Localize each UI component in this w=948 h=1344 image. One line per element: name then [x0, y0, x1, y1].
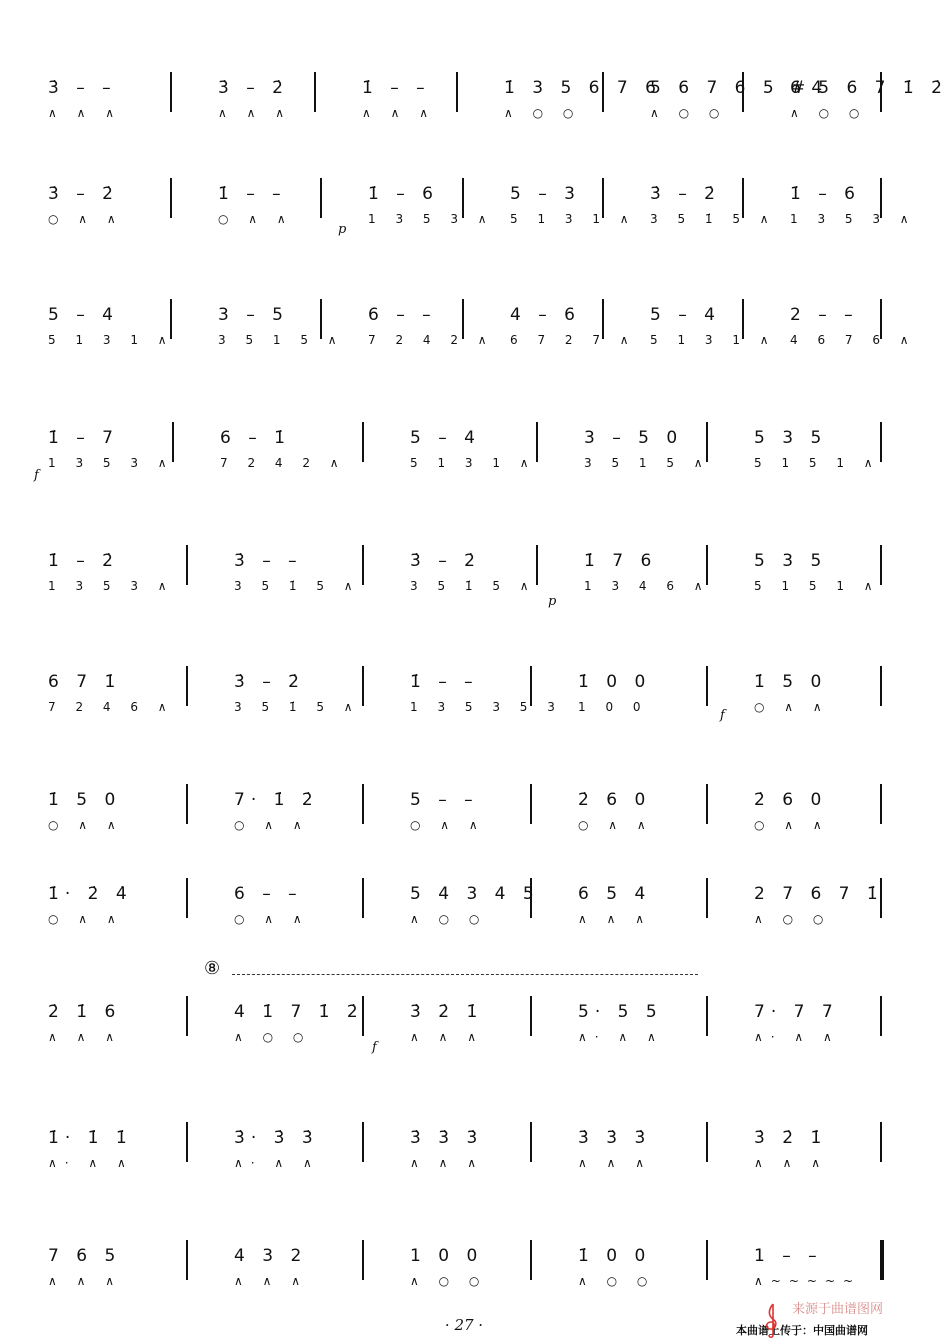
measure-upper: 7· 1̇ 2̇ — [234, 790, 319, 810]
measure-lower: ○ ∧ ∧ — [754, 700, 830, 714]
measure-upper: 5 – 4 — [48, 305, 119, 325]
measure-lower: 5 1 3 1 ∧ — [650, 333, 777, 347]
measure-lower: 1 3 5 3 ∧ — [790, 212, 917, 226]
measure-upper: 2̇ 1̇ 6 — [48, 1002, 122, 1022]
measure-lower: ∧ ○ ○ — [790, 106, 868, 120]
measure-lower: ○ ∧ ∧ — [48, 912, 124, 926]
measure-upper: 3̇ – – — [234, 551, 303, 571]
measure-lower: 3 5 1̇ 5 ∧ — [650, 212, 777, 226]
measure-lower: ∧ ∧ ∧ — [234, 1274, 308, 1288]
system-7 — [0, 790, 928, 880]
measure-upper: 3̇ 2̇ 1̇ — [754, 1128, 828, 1148]
measure-upper: 3̇ 2̇ 1̇ — [410, 1002, 484, 1022]
measure-upper: 2 7 6 7 1̇ — [754, 884, 884, 904]
measure-upper: 5 3 5 — [754, 551, 828, 571]
measure-upper: 1̇ – – — [362, 78, 431, 98]
measure-lower: 1 3 5 3 ∧ — [368, 212, 495, 226]
measure-upper: 1̇ – – — [218, 184, 287, 204]
measure-upper: 3̇ – 2̇ — [218, 78, 289, 98]
system-10 — [0, 1128, 928, 1218]
rehearsal-mark: ⑧ — [204, 958, 221, 979]
measure-upper: 1̇· 2̇ 4̇ — [48, 884, 133, 904]
measure-lower: ∧ ∧ ∧ — [48, 1274, 122, 1288]
measure-lower: ○ ∧ ∧ — [234, 912, 310, 926]
measure-upper: 5 – – — [410, 790, 479, 810]
measure-upper: 1̇ – 6 — [368, 184, 439, 204]
measure-upper: 2̇ 6 0 — [754, 790, 828, 810]
measure-lower: 7 2 4 2 ∧ — [368, 333, 495, 347]
measure-lower: ∧ ∧ ∧ — [754, 1156, 828, 1170]
measure-lower: ○ ∧ ∧ — [218, 212, 294, 226]
measure-upper: 3̇ 3̇ 3̇ — [410, 1128, 484, 1148]
measure-lower: ∧ ∧ ∧ — [410, 1030, 484, 1044]
measure-upper: 1̇ 3 5 6 7 6 — [504, 78, 662, 98]
system-5 — [0, 551, 928, 641]
measure-upper: 4 – 6 — [510, 305, 581, 325]
dynamic-mark: p — [548, 594, 557, 609]
measure-lower: ∧~~~~~ — [754, 1274, 862, 1288]
measure-lower: 3 5 1̇ 5 ∧ — [234, 700, 361, 714]
measure-lower: ∧ ∧ ∧ — [48, 106, 122, 120]
measure-upper: 7 6 5 — [48, 1246, 122, 1266]
system-3 — [0, 305, 928, 395]
measure-lower: 1 3 5 3 5 3 — [410, 700, 563, 714]
measure-lower: ∧ ∧ ∧ — [48, 1030, 122, 1044]
measure-upper: 4 3 2 — [234, 1246, 308, 1266]
measure-lower: ∧ ○ ○ — [410, 912, 488, 926]
measure-lower: 1 3 5 3 ∧ — [48, 579, 175, 593]
measure-lower: ∧ ∧ ∧ — [578, 912, 652, 926]
measure-lower: ∧ ○ ○ — [650, 106, 728, 120]
measure-upper: 3̇ – – — [48, 78, 117, 98]
measure-upper: 2̇ 6 0 — [578, 790, 652, 810]
measure-lower: ○ ∧ ∧ — [48, 818, 124, 832]
measure-upper: 6 7 1̇ — [48, 672, 122, 692]
measure-lower: 5 1 5 1 ∧ — [754, 456, 881, 470]
dynamic-mark: f — [372, 1040, 377, 1055]
measure-lower: ∧ ○ ○ — [504, 106, 582, 120]
measure-upper: 1̇ 7 6 — [584, 551, 658, 571]
dynamic-mark: p — [338, 222, 347, 237]
measure-upper: 1̇ 5 0 — [48, 790, 122, 810]
measure-lower: ○ ∧ ∧ — [754, 818, 830, 832]
measure-upper: 5 4 3 4 5 — [410, 884, 540, 904]
measure-lower: 7 2 4 6 ∧ — [48, 700, 175, 714]
measure-upper: 6 – 1̇ — [220, 428, 291, 448]
measure-lower: ∧ ○ ○ — [410, 1274, 488, 1288]
measure-upper: 4 1̇ 7 1̇ 2̇ — [234, 1002, 364, 1022]
measure-upper: 6 – – — [234, 884, 303, 904]
measure-lower: 3 5 1̇ 5 ∧ — [234, 579, 361, 593]
system-2 — [0, 184, 928, 274]
measure-upper: 1 – – — [754, 1246, 823, 1266]
measure-upper: 3̇ – 2̇ — [650, 184, 721, 204]
measure-upper: 1̇ – – — [410, 672, 479, 692]
measure-upper: 5 6 7 6 5 #4 — [650, 78, 829, 98]
dynamic-mark: f — [720, 708, 725, 723]
measure-lower: 3 5 1 5 ∧ — [584, 456, 711, 470]
measure-lower: ∧ ∧ ∧ — [218, 106, 292, 120]
measure-upper: 5 – 4 — [410, 428, 481, 448]
measure-upper: 5 – 4 — [650, 305, 721, 325]
section-bracket — [232, 974, 698, 981]
credit-text: 本曲谱上传于：中国曲谱网 — [736, 1324, 868, 1337]
measure-lower: ○ ∧ ∧ — [234, 818, 310, 832]
measure-lower: 5 1 3 1 ∧ — [48, 333, 175, 347]
measure-upper: 3̇· 3̇ 3̇ — [234, 1128, 319, 1148]
system-6 — [0, 672, 928, 762]
measure-upper: 1̇ – 2̇ — [48, 551, 119, 571]
system-9 — [0, 1002, 928, 1092]
measure-lower: ∧ ○ ○ — [754, 912, 832, 926]
measure-lower: ∧ ○ ○ — [578, 1274, 656, 1288]
measure-lower: 5 1 3 1 ∧ — [410, 456, 537, 470]
system-1 — [0, 78, 948, 168]
measure-upper: 1̇ – 7 — [48, 428, 119, 448]
measure-upper: 6 – – — [368, 305, 437, 325]
measure-upper: 1̇ 0 0 — [578, 672, 652, 692]
measure-lower: ∧ ○ ○ — [234, 1030, 312, 1044]
measure-lower: 3 5 1̇ 5 ∧ — [410, 579, 537, 593]
measure-lower: ○ ∧ ∧ — [410, 818, 486, 832]
measure-lower: ∧ ∧ ∧ — [410, 1156, 484, 1170]
measure-upper: 1̇ 5 0 — [754, 672, 828, 692]
measure-lower: 5 1 3 1 ∧ — [510, 212, 637, 226]
system-8 — [0, 884, 928, 974]
measure-lower: ∧· ∧ ∧ — [578, 1030, 664, 1044]
measure-lower: 5 1 5 1 ∧ — [754, 579, 881, 593]
measure-upper: 1̇· 1̇ 1̇ — [48, 1128, 133, 1148]
measure-lower: 1 3 5 3 ∧ — [48, 456, 175, 470]
measure-lower: 1 3 4 6 ∧ — [584, 579, 711, 593]
measure-lower: 4 6 7 6 ∧ — [790, 333, 917, 347]
measure-lower: ∧ ∧ ∧ — [578, 1156, 652, 1170]
measure-upper: 3̇ – 2̇ — [234, 672, 305, 692]
measure-upper: 3̇ – 2̇ — [48, 184, 119, 204]
watermark: 来源于曲谱图网 — [792, 1302, 884, 1317]
measure-lower: ∧· ∧ ∧ — [234, 1156, 320, 1170]
dynamic-mark: f — [34, 468, 39, 483]
measure-lower: 3 5 1 5 ∧ — [218, 333, 345, 347]
measure-lower: ∧ ∧ ∧ — [362, 106, 436, 120]
measure-lower: ∧· ∧ ∧ — [48, 1156, 134, 1170]
measure-lower: 6 7 2 7 ∧ — [510, 333, 637, 347]
measure-upper: 6 5 6 7 1̇ 2̇ — [790, 78, 948, 98]
measure-lower: ○ ∧ ∧ — [48, 212, 124, 226]
page-number: · 27 · — [444, 1316, 484, 1334]
system-4 — [0, 428, 928, 518]
measure-upper: 2 – – — [790, 305, 859, 325]
measure-lower: 7 2 4 2 ∧ — [220, 456, 347, 470]
measure-upper: 5 3 5 — [754, 428, 828, 448]
measure-upper: 1 0 0 — [410, 1246, 484, 1266]
measure-lower: ∧· ∧ ∧ — [754, 1030, 840, 1044]
measure-upper: 3̇ 3̇ 3̇ — [578, 1128, 652, 1148]
measure-upper: 1̇ – 6 — [790, 184, 861, 204]
measure-upper: 7· 7 7 — [754, 1002, 839, 1022]
measure-upper: 6 5 4 — [578, 884, 652, 904]
measure-upper: 3 – 5 — [218, 305, 289, 325]
measure-upper: 1̇ 0 0 — [578, 1246, 652, 1266]
measure-lower: ○ ∧ ∧ — [578, 818, 654, 832]
measure-upper: 3 – 5 0 — [584, 428, 684, 448]
measure-upper: 5 – 3 — [510, 184, 581, 204]
treble-clef-logo-icon — [762, 1302, 782, 1338]
measure-upper: 5· 5 5 — [578, 1002, 663, 1022]
measure-upper: 3̇ – 2̇ — [410, 551, 481, 571]
measure-lower: 1 0 0 — [578, 700, 649, 714]
